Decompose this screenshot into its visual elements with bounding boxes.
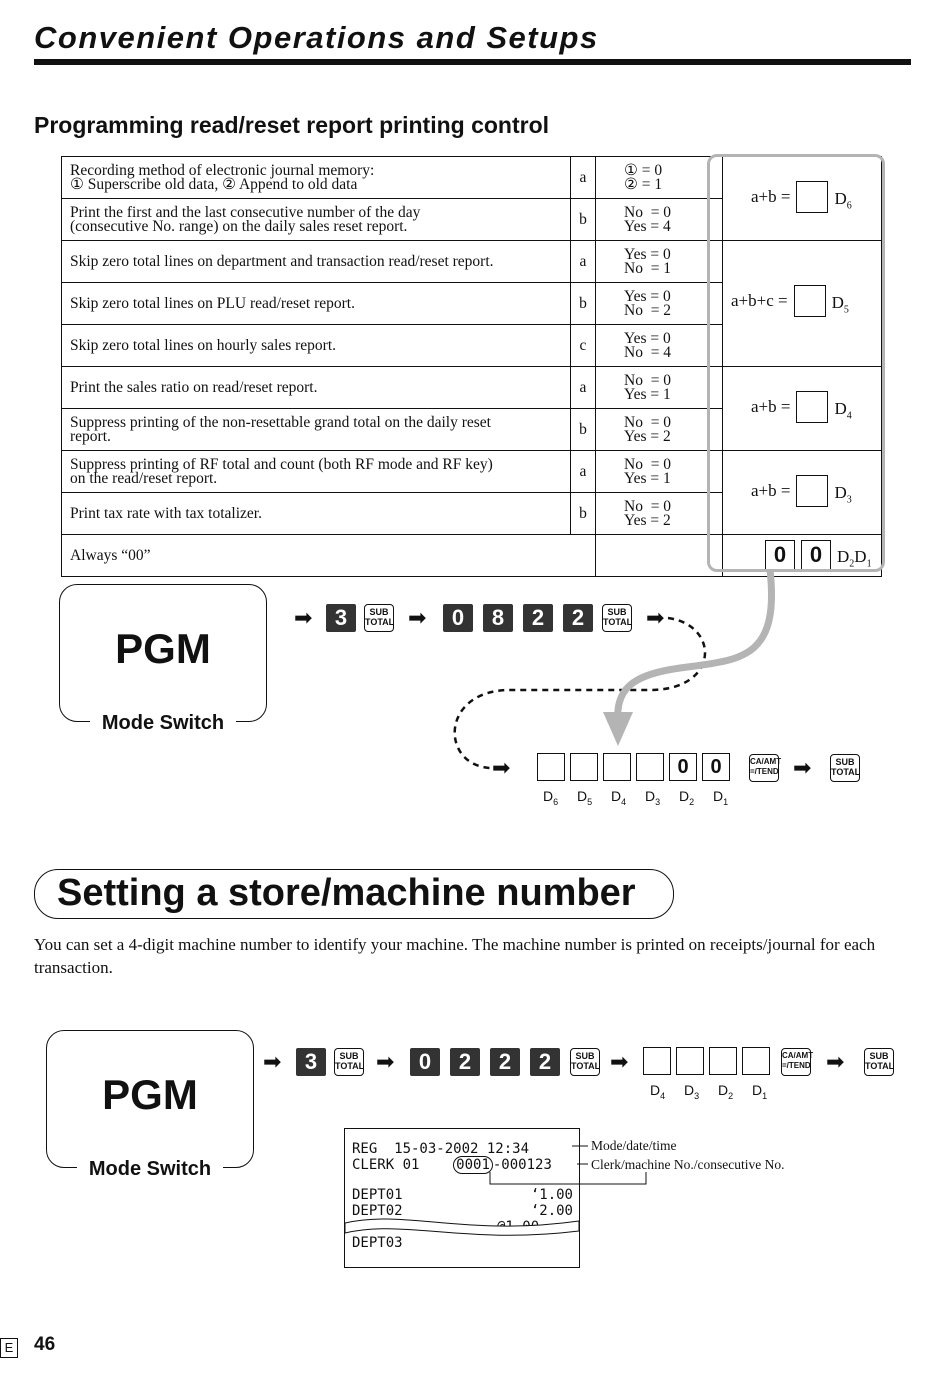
formula-expr: a+b+c = bbox=[731, 291, 788, 310]
digit-box-zero: 0 bbox=[765, 540, 795, 570]
machine-number-highlight: 0001 bbox=[453, 1156, 493, 1174]
digit-box-zero: 0 bbox=[801, 540, 831, 570]
subtotal-key: SUB TOTAL bbox=[364, 604, 394, 632]
digit-label: $D_1$ bbox=[752, 1082, 768, 1101]
digit-entry-box bbox=[742, 1047, 770, 1075]
row-description: Skip zero total lines on hourly sales report. bbox=[62, 325, 571, 367]
digit-label: $D_6$ bbox=[543, 788, 559, 807]
numeric-key: 3 bbox=[296, 1048, 326, 1076]
row-description: Recording method of electronic journal memory: ① Superscribe old data, ② Append to old data bbox=[62, 157, 571, 199]
digit-label: $D_3$ bbox=[684, 1082, 700, 1101]
mode-switch-pgm bbox=[59, 584, 267, 734]
digit-entry-box bbox=[537, 753, 565, 781]
mode-switch-pgm bbox=[46, 1030, 254, 1180]
numeric-key: 2 bbox=[450, 1048, 480, 1076]
row-letter: c bbox=[571, 325, 596, 367]
mode-label: PGM bbox=[102, 1071, 198, 1118]
page-number: 46 bbox=[34, 1334, 56, 1355]
receipt-dept-name: DEPT01 bbox=[352, 1187, 403, 1203]
subtotal-key: SUB TOTAL bbox=[602, 604, 632, 632]
annotation-mode-date-time: Mode/date/time bbox=[591, 1138, 677, 1153]
digit-label: $D_3$ bbox=[645, 788, 661, 807]
receipt-dept-name: DEPT02 bbox=[352, 1203, 403, 1219]
digit-label: $D_4$ bbox=[834, 399, 852, 422]
numeric-key: 3 bbox=[326, 604, 356, 632]
digit-labels-d2-d1: $D_2D_1$ bbox=[837, 547, 872, 570]
row-letter: a bbox=[571, 367, 596, 409]
ca-amt-tend-key: CA/AMT =/TEND bbox=[749, 754, 779, 782]
digit-entry-box bbox=[643, 1047, 671, 1075]
digit-label: $D_4$ bbox=[611, 788, 627, 807]
language-badge: E bbox=[0, 1338, 18, 1358]
mode-label: PGM bbox=[115, 625, 211, 672]
row-description: Always “00” bbox=[62, 535, 596, 577]
row-values: Yes = 0 No = 1 bbox=[596, 241, 723, 283]
digit-label: $D_5$ bbox=[831, 293, 849, 316]
row-values: No = 0 Yes = 1 bbox=[596, 367, 723, 409]
arrow-right-icon: ➡ bbox=[646, 605, 665, 630]
numeric-key: 2 bbox=[530, 1048, 560, 1076]
numeric-key: 2 bbox=[523, 604, 553, 632]
row-values: Yes = 0 No = 4 bbox=[596, 325, 723, 367]
row-letter: b bbox=[571, 283, 596, 325]
gray-flow-path bbox=[618, 570, 772, 725]
numeric-key: 0 bbox=[443, 604, 473, 632]
receipt-dept-value: ‘2.00 bbox=[530, 1203, 573, 1219]
subtotal-key: SUB TOTAL bbox=[864, 1048, 894, 1076]
section-description: You can set a 4-digit machine number to identify your machine. The machine number is printed on receipts/journal for each transaction. bbox=[34, 935, 876, 977]
receipt-mode-line: REG 15-03-2002 12:34 bbox=[352, 1141, 530, 1157]
formula-expr: a+b = bbox=[751, 397, 791, 416]
row-description: Suppress printing of the non-resettable grand total on the daily reset report. bbox=[62, 409, 571, 451]
arrow-right-icon: ➡ bbox=[793, 755, 812, 780]
row-description: Suppress printing of RF total and count (both RF mode and RF key) on the read/reset report. bbox=[62, 451, 571, 493]
row-letter: a bbox=[571, 241, 596, 283]
mode-switch-caption: Mode Switch bbox=[77, 1158, 223, 1181]
row-letter: a bbox=[571, 157, 596, 199]
subtotal-key: SUB TOTAL bbox=[830, 754, 860, 782]
digit-entry-box bbox=[709, 1047, 737, 1075]
subtotal-key: SUB TOTAL bbox=[570, 1048, 600, 1076]
receipt-tear-wave bbox=[345, 1213, 579, 1237]
digit-entry-box bbox=[570, 753, 598, 781]
digit-label: $D_2$ bbox=[679, 788, 695, 807]
subtotal-key: SUB TOTAL bbox=[334, 1048, 364, 1076]
digit-label: $D_5$ bbox=[577, 788, 593, 807]
dashed-flow-path bbox=[455, 618, 705, 768]
numeric-key: 0 bbox=[410, 1048, 440, 1076]
section-title-text: Setting a store/machine number bbox=[57, 872, 636, 914]
digit-entry-box bbox=[636, 753, 664, 781]
formula-expr: a+b = bbox=[751, 187, 791, 206]
numeric-key: 2 bbox=[490, 1048, 520, 1076]
numeric-key: 8 bbox=[483, 604, 513, 632]
row-description: Skip zero total lines on department and transaction read/reset report. bbox=[62, 241, 571, 283]
row-description: Skip zero total lines on PLU read/reset report. bbox=[62, 283, 571, 325]
row-description: Print the first and the last consecutive number of the day (consecutive No. range) on the daily sales reset report. bbox=[62, 199, 571, 241]
ca-amt-tend-key: CA/AMT =/TEND bbox=[781, 1048, 811, 1076]
receipt-clerk-line: CLERK 01 0001 -000123 bbox=[352, 1157, 552, 1173]
row-description: Print tax rate with tax totalizer. bbox=[62, 493, 571, 535]
row-letter: b bbox=[571, 493, 596, 535]
digit-entry-box bbox=[676, 1047, 704, 1075]
row-values: No = 0 Yes = 2 bbox=[596, 493, 723, 535]
digit-label: $D_2$ bbox=[718, 1082, 734, 1101]
row-description: Print the sales ratio on read/reset report. bbox=[62, 367, 571, 409]
mode-switch-caption: Mode Switch bbox=[90, 712, 236, 735]
digit-label: $D_1$ bbox=[713, 788, 729, 807]
receipt-dept-name: DEPT03 bbox=[352, 1235, 403, 1251]
digit-label: $D_6$ bbox=[834, 189, 852, 212]
annotation-clerk-machine: Clerk/machine No./consecutive No. bbox=[591, 1157, 785, 1172]
arrow-right-icon: ➡ bbox=[376, 1049, 395, 1074]
row-letter: b bbox=[571, 409, 596, 451]
arrow-right-icon: ➡ bbox=[294, 605, 313, 630]
arrow-right-icon: ➡ bbox=[492, 755, 511, 780]
row-values: No = 0 Yes = 4 bbox=[596, 199, 723, 241]
arrow-right-icon: ➡ bbox=[408, 605, 427, 630]
arrow-right-icon: ➡ bbox=[826, 1049, 845, 1074]
row-letter: b bbox=[571, 199, 596, 241]
section-title-store-number bbox=[34, 869, 674, 919]
row-values: ① = 0 ② = 1 bbox=[596, 157, 723, 199]
arrow-right-icon: ➡ bbox=[610, 1049, 629, 1074]
digit-entry-box: 0 bbox=[702, 753, 730, 781]
page-header-title: Convenient Operations and Setups bbox=[34, 20, 599, 55]
section-title-printing-control: Programming read/reset report printing control bbox=[34, 112, 550, 138]
digit-label: $D_4$ bbox=[650, 1082, 666, 1101]
gray-arrowhead bbox=[603, 712, 633, 746]
digit-entry-box bbox=[603, 753, 631, 781]
numeric-key: 2 bbox=[563, 604, 593, 632]
row-letter: a bbox=[571, 451, 596, 493]
row-values: No = 0 Yes = 1 bbox=[596, 451, 723, 493]
arrow-right-icon: ➡ bbox=[263, 1049, 282, 1074]
row-values: Yes = 0 No = 2 bbox=[596, 283, 723, 325]
receipt-dept-value: ‘1.00 bbox=[530, 1187, 573, 1203]
digit-entry-box: 0 bbox=[669, 753, 697, 781]
formula-expr: a+b = bbox=[751, 481, 791, 500]
row-values: No = 0 Yes = 2 bbox=[596, 409, 723, 451]
digit-label: $D_3$ bbox=[834, 483, 852, 506]
